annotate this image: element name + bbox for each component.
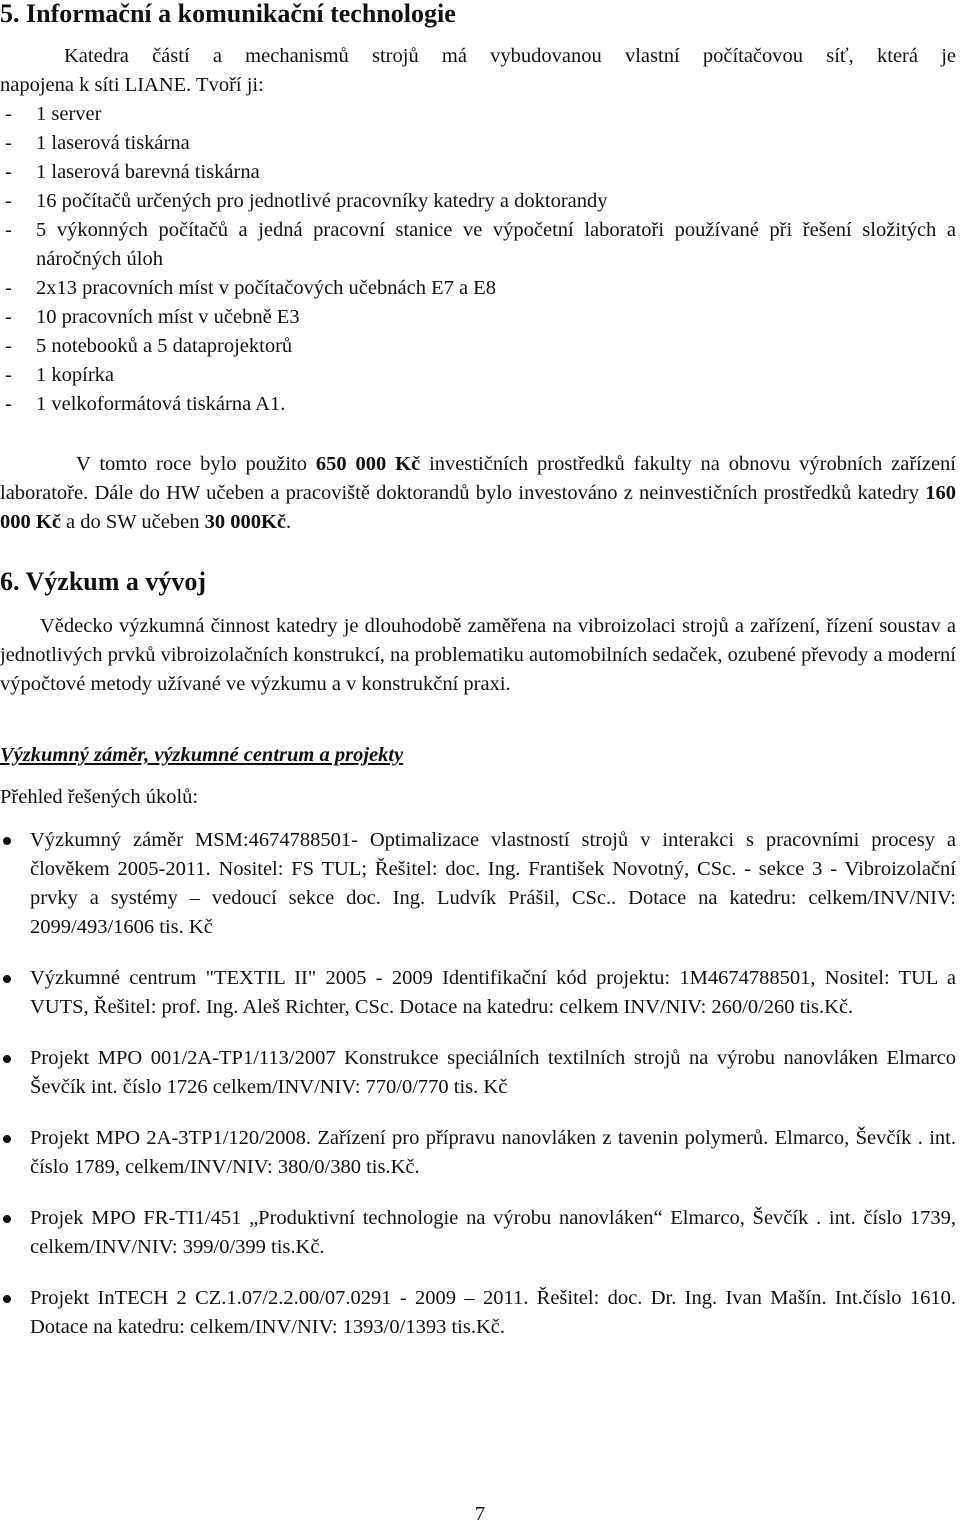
page-number: 7 <box>474 1503 486 1525</box>
amount-katedra: 160 000 Kč <box>0 482 956 533</box>
amount-fakulta: 650 000 Kč <box>315 453 421 475</box>
project-list <box>0 826 956 1364</box>
overview-label: Přehled řešených úkolů: <box>0 786 199 808</box>
section-6-heading: 6. Výzkum a vývoj <box>0 567 207 596</box>
project-item: Projekt InTECH 2 CZ.1.07/2.2.00/07.0291 - 2009 – 2011. Řešitel: doc. Dr. Ing. Ivan Mašín. Int.číslo 1610. Dotace na katedru: celkem/INV/NIV: 1393/0/1393 tis.Kč. <box>0 1284 956 1342</box>
project-item: Projekt MPO 2A-3TP1/120/2008. Zařízení pro přípravu nanovláken z tavenin polymerů. Elmarco, Ševčík . int. číslo 1789, celkem/INV/NIV: 380/0/380 tis.Kč. <box>0 1124 956 1182</box>
bullet-icon <box>3 1135 11 1143</box>
amount-sw: 30 000Kč <box>204 511 286 533</box>
research-subheading: Výzkumný záměr, výzkumné centrum a projekty <box>0 744 404 766</box>
project-item: Projekt MPO 001/2A-TP1/113/2007 Konstrukce speciálních textilních strojů na výrobu nanovláken Elmarco Ševčík int. číslo 1726 celkem/INV/NIV: 770/0/770 tis. Kč <box>0 1044 956 1102</box>
list-item: - 1 server <box>5 103 102 125</box>
project-item: Výzkumné centrum "TEXTIL II" 2005 - 2009 Identifikační kód projektu: 1M4674788501, Nositel: TUL a VUTS, Řešitel: prof. Ing. Aleš Richter, CSc. Dotace na katedru: celkem INV/NIV: 260/0/260 tis.Kč. <box>0 964 956 1022</box>
bullet-icon <box>3 975 11 983</box>
investment-paragraph: V tomto roce bylo použito 650 000 Kč investičních prostředků fakulty na obnovu výrobních zařízení laboratoře. Dále do HW učeben a pracoviště doktorandů bylo investováno z neinvestičních prostředků katedry 160 000 Kč a do SW učeben 30 000Kč. <box>0 453 956 533</box>
list-item: - 5 notebooků a 5 dataprojektorů <box>5 335 293 357</box>
bullet-icon <box>3 1215 11 1223</box>
list-item: - 1 velkoformátová tiskárna A1. <box>5 393 286 415</box>
list-item: - 1 laserová tiskárna <box>5 132 190 154</box>
list-item: - 1 laserová barevná tiskárna <box>5 161 260 183</box>
bullet-icon <box>3 837 11 845</box>
bullet-icon <box>3 1295 11 1303</box>
project-item: Projek MPO FR-TI1/451 „Produktivní technologie na výrobu nanovláken“ Elmarco, Ševčík . int. číslo 1739, celkem/INV/NIV: 399/0/399 tis.Kč. <box>0 1204 956 1262</box>
list-item: - 2x13 pracovních míst v počítačových učebnách E7 a E8 <box>5 277 496 299</box>
section-5-heading: 5. Informační a komunikační technologie <box>0 0 456 28</box>
research-paragraph: Vědecko výzkumná činnost katedry je dlouhodobě zaměřena na vibroizolaci strojů a zařízení, řízení soustav a jednotlivých prvků vibroizolačních konstrukcí, na problematiku automobilních sedaček, ozubené převody a moderní výpočtové metody užívané ve výzkumu a v konstrukční praxi. <box>0 615 956 695</box>
list-item: - 16 počítačů určených pro jednotlivé pracovníky katedry a doktorandy <box>5 190 608 212</box>
intro-paragraph <box>0 42 956 100</box>
intro-line-1: Katedra částí a mechanismů strojů má vybudovanou vlastní počítačovou síť, která je <box>64 45 956 67</box>
project-item: Výzkumný záměr MSM:4674788501- Optimalizace vlastností strojů v interakci s pracovními procesy a člověkem 2005-2011. Nositel: FS TUL; Řešitel: doc. Ing. František Novotný, CSc. - sekce 3 - Vibroizolační prvky a systémy – vedoucí sekce doc. Ing. Ludvík Prášil, CSc.. Dotace na katedru: celkem/INV/NIV: 2099/493/1606 tis. Kč <box>0 826 956 942</box>
bullet-icon <box>3 1055 11 1063</box>
list-item: - 1 kopírka <box>5 364 114 386</box>
list-item: - 10 pracovních míst v učebně E3 <box>5 306 300 328</box>
list-item: - 5 výkonných počítačů a jedná pracovní stanice ve výpočetní laboratoři používané při řešení složitých a náročných úloh <box>5 219 956 270</box>
intro-line-2: napojena k síti LIANE. Tvoří ji: <box>0 74 264 96</box>
